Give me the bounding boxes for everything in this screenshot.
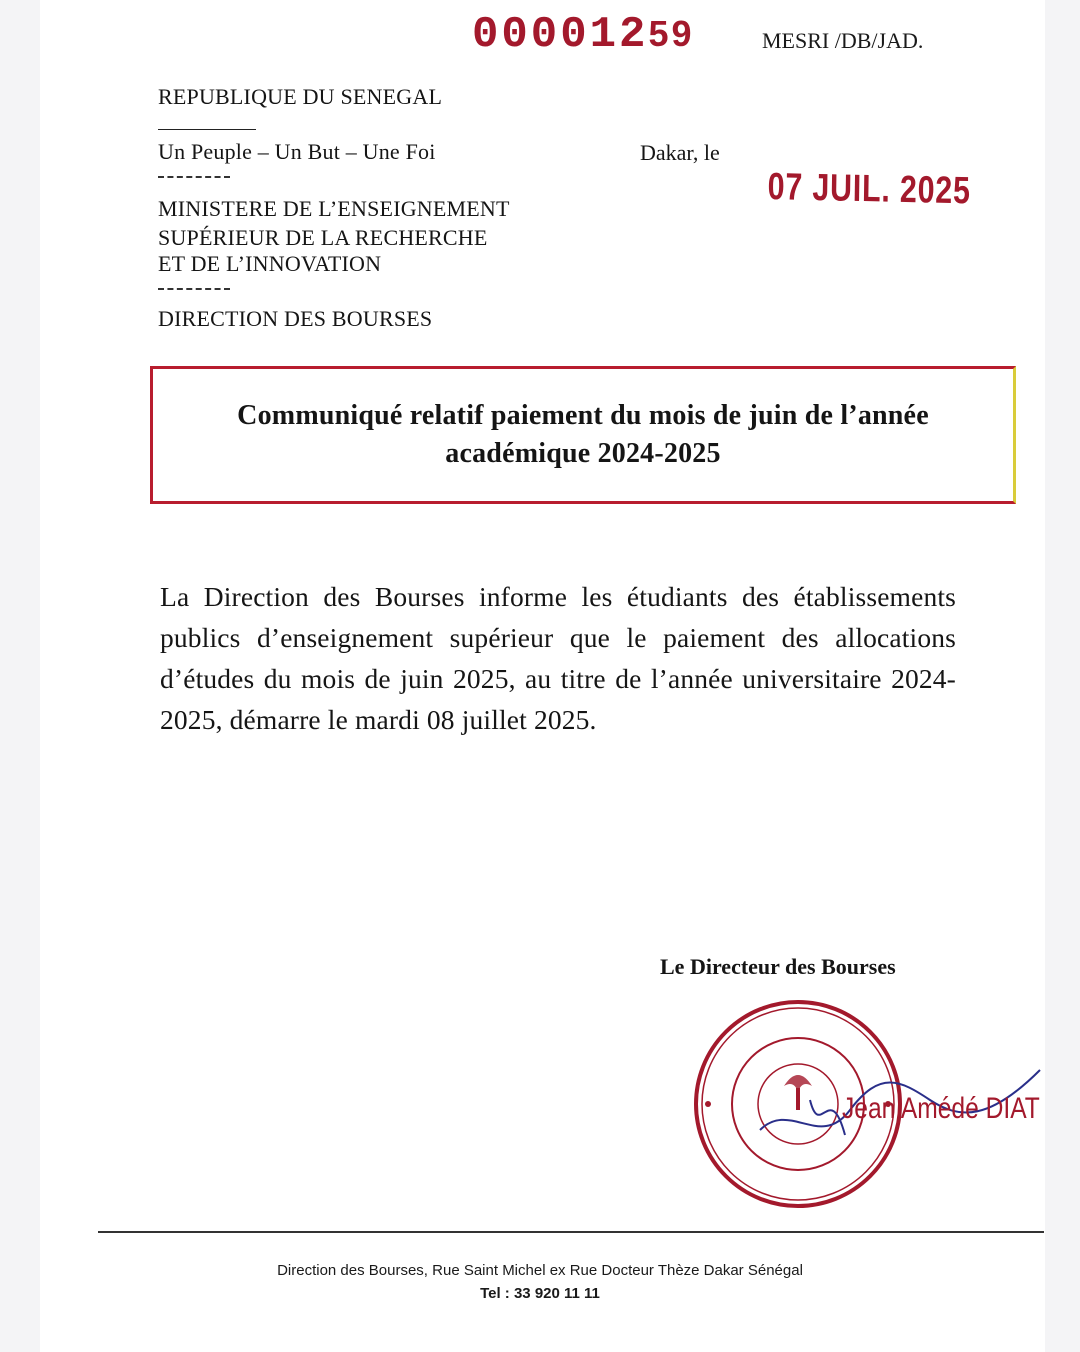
reference-number-printed: 000012: [472, 10, 649, 60]
header-rule: [158, 129, 256, 130]
footer-address: Direction des Bourses, Rue Saint Michel ex Rue Docteur Thèze Dakar Sénégal: [277, 1262, 803, 1279]
announcement-paragraph: La Direction des Bourses informe les étudiants des établissements publics d’enseignement supérieur que le paiement des allocations d’études du mois de juin 2025, au titre de l’année universitaire 2024-2025, démarre le mardi 08 juillet 2025.: [160, 581, 956, 735]
title-box: [150, 366, 1016, 504]
date-place: Dakar, le: [640, 140, 720, 165]
reference-number: [472, 10, 694, 60]
signatory-title: Le Directeur des Bourses: [660, 954, 896, 979]
reference-suffix: MESRI /DB/JAD.: [762, 28, 924, 53]
header-dash-rule: [158, 176, 230, 178]
ministry-line-2: SUPÉRIEUR DE LA RECHERCHE: [158, 225, 488, 250]
reference-number-handwritten: 59: [648, 13, 695, 54]
direction-name: DIRECTION DES BOURSES: [158, 306, 433, 331]
director-name: Jean Amédé DIAT: [842, 1092, 1040, 1125]
footer-rule: [98, 1231, 1044, 1233]
country-name: REPUBLIQUE DU SENEGAL: [158, 84, 443, 109]
title-line-1: Communiqué relatif paiement du mois de juin de l’année: [237, 400, 929, 431]
footer-phone: Tel : 33 920 11 11: [480, 1285, 600, 1302]
date-stamp: 07 JUIL. 2025: [767, 166, 972, 213]
ministry-line-3: ET DE L’INNOVATION: [158, 251, 382, 276]
ministry-line-1: MINISTERE DE L’ENSEIGNEMENT: [158, 196, 510, 221]
national-motto: Un Peuple – Un But – Une Foi: [158, 139, 436, 164]
header-dash-rule: [158, 288, 230, 290]
title-line-2: académique 2024-2025: [445, 438, 721, 469]
